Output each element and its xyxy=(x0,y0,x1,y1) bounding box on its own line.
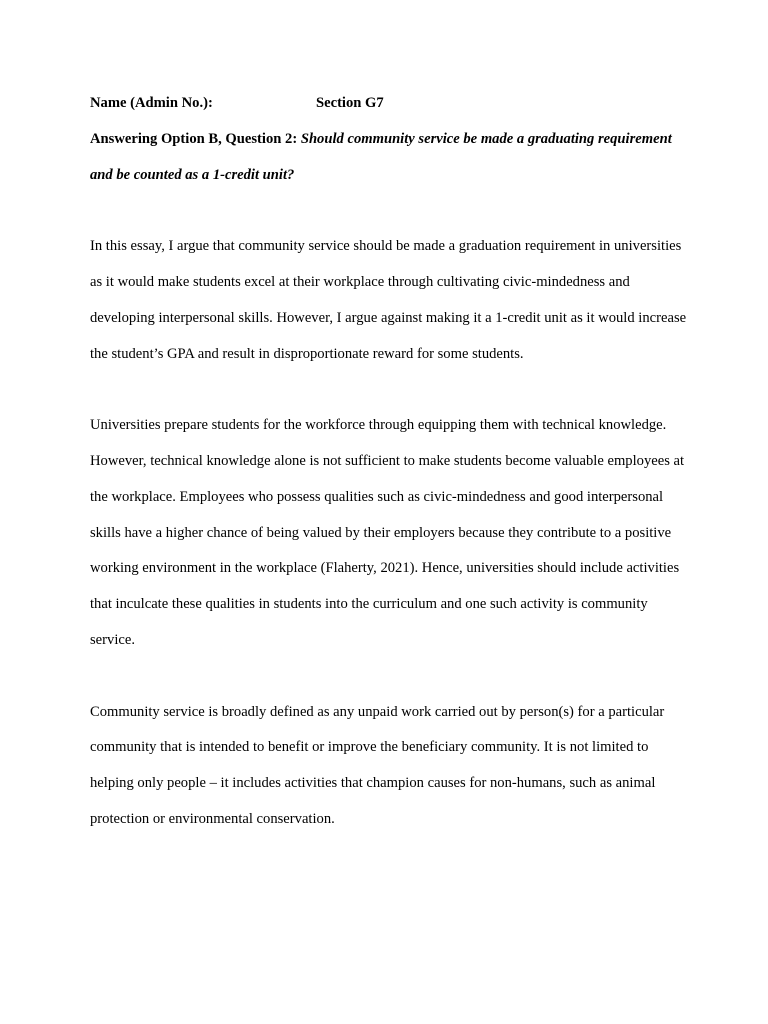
paragraph-text: In this essay, I argue that community service should be made a graduation requirement in universities as it would make students excel at their workplace through cultivating civic-mindedness and developing interpersonal skills. However, I argue against making it a 1-credit unit as it would increase the student’s GPA and result in disproportionate reward for some students. xyxy=(90,238,687,362)
document-body xyxy=(90,86,690,838)
paragraph-text: Community service is broadly defined as any unpaid work carried out by person(s) for a particular community that is intended to benefit or improve the beneficiary community. It is not limited to helping only people – it includes activities that champion causes for non-humans, such as animal protection or environmental conservation. xyxy=(90,703,665,827)
header-line xyxy=(90,86,690,122)
essay-question xyxy=(90,122,690,194)
paragraph-definition xyxy=(90,695,690,838)
paragraph-workforce xyxy=(90,408,690,659)
paragraph-text: Universities prepare students for the workforce through equipping them with technical knowledge. However, technical knowledge alone is not sufficient to make students become valuable employees at the workplace. Employees who possess qualities such as civic-mindedness and good interpersonal skills have a higher chance of being valued by their employers because they contribute to a positive working environment in the workplace (Flaherty, 2021). Hence, universities should include activities that inculcate these qualities in students into the curriculum and one such activity is community service. xyxy=(90,417,685,648)
question-prefix: Answering Option B, Question 2: xyxy=(90,130,301,147)
name-admin-label: Name (Admin No.): xyxy=(90,95,213,111)
question-text: Should community service be made a graduating requirement and be counted as a 1-credit unit? xyxy=(90,130,672,183)
paragraph-intro xyxy=(90,229,690,372)
section-label: Section G7 xyxy=(316,95,384,111)
